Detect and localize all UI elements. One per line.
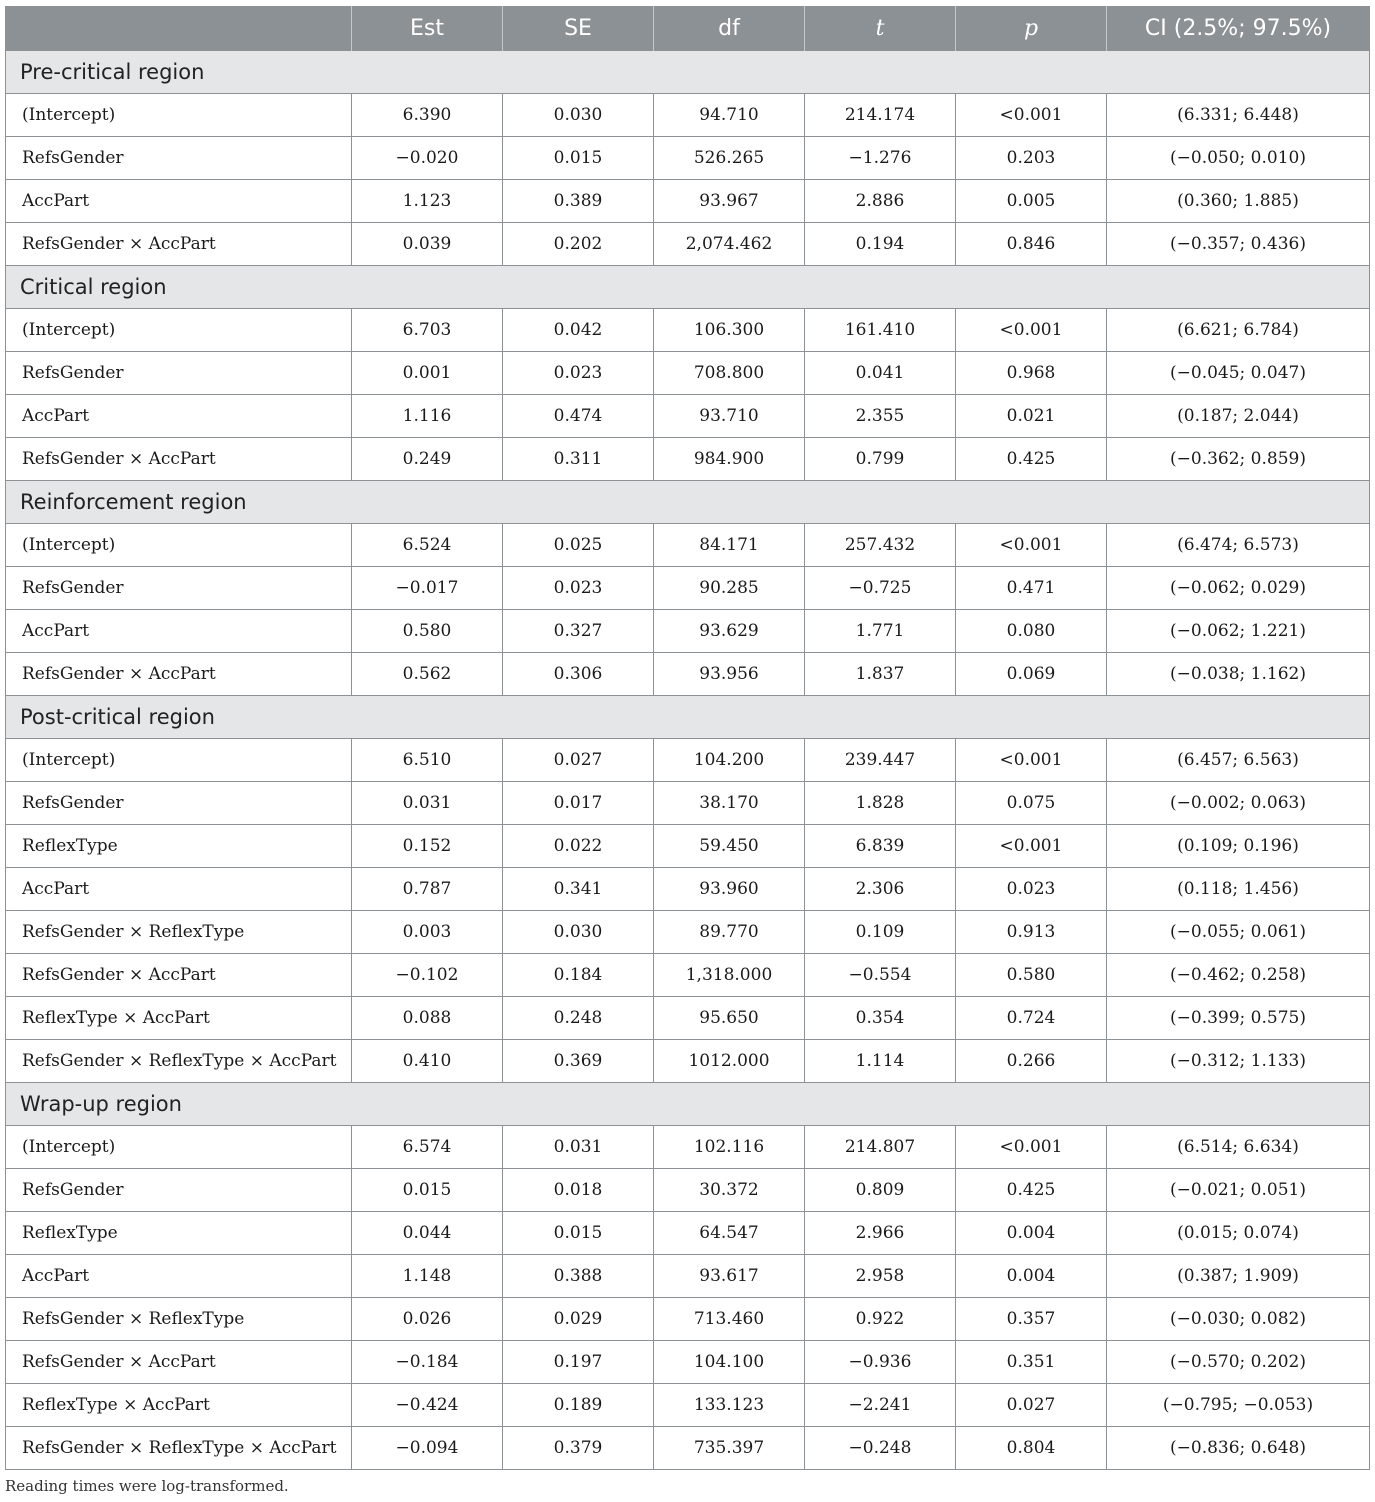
cell-term: AccPart: [6, 1255, 352, 1298]
header-df: df: [654, 6, 805, 51]
cell-se: 0.023: [503, 352, 654, 395]
cell-est: 0.044: [352, 1212, 503, 1255]
cell-term: ReflexType: [6, 1212, 352, 1255]
cell-est: 0.031: [352, 782, 503, 825]
cell-t: 0.041: [805, 352, 956, 395]
cell-df: 93.960: [654, 868, 805, 911]
cell-p: 0.804: [956, 1427, 1107, 1470]
table-row: [6, 352, 1370, 395]
cell-t: 1.828: [805, 782, 956, 825]
cell-p: 0.425: [956, 438, 1107, 481]
cell-p: 0.080: [956, 610, 1107, 653]
header-p: p: [956, 6, 1107, 51]
cell-term: AccPart: [6, 180, 352, 223]
cell-term: (Intercept): [6, 309, 352, 352]
table-row: [6, 825, 1370, 868]
cell-ci: (0.118; 1.456): [1107, 868, 1370, 911]
cell-est: 0.039: [352, 223, 503, 266]
cell-se: 0.369: [503, 1040, 654, 1083]
cell-term: RefsGender × AccPart: [6, 954, 352, 997]
cell-ci: (−0.795; −0.053): [1107, 1384, 1370, 1427]
cell-p: 0.075: [956, 782, 1107, 825]
cell-se: 0.029: [503, 1298, 654, 1341]
cell-term: ReflexType × AccPart: [6, 1384, 352, 1427]
table-row: [6, 1341, 1370, 1384]
table-footnote: Reading times were log-transformed.: [5, 1477, 289, 1495]
cell-df: 713.460: [654, 1298, 805, 1341]
cell-est: −0.102: [352, 954, 503, 997]
cell-ci: (0.109; 0.196): [1107, 825, 1370, 868]
cell-se: 0.327: [503, 610, 654, 653]
section-title: Reinforcement region: [6, 481, 1370, 524]
section-title: Post-critical region: [6, 696, 1370, 739]
cell-df: 106.300: [654, 309, 805, 352]
cell-df: 95.650: [654, 997, 805, 1040]
cell-ci: (0.360; 1.885): [1107, 180, 1370, 223]
table-row: [6, 1126, 1370, 1169]
cell-t: −0.248: [805, 1427, 956, 1470]
cell-est: 6.390: [352, 94, 503, 137]
cell-df: 64.547: [654, 1212, 805, 1255]
cell-term: RefsGender: [6, 1169, 352, 1212]
cell-est: 0.410: [352, 1040, 503, 1083]
cell-p: 0.968: [956, 352, 1107, 395]
cell-term: RefsGender × ReflexType × AccPart: [6, 1040, 352, 1083]
cell-ci: (−0.462; 0.258): [1107, 954, 1370, 997]
cell-ci: (−0.030; 0.082): [1107, 1298, 1370, 1341]
cell-se: 0.030: [503, 911, 654, 954]
cell-est: 0.152: [352, 825, 503, 868]
cell-ci: (0.387; 1.909): [1107, 1255, 1370, 1298]
cell-ci: (0.187; 2.044): [1107, 395, 1370, 438]
cell-ci: (−0.055; 0.061): [1107, 911, 1370, 954]
results-table: [5, 6, 1370, 1470]
cell-df: 30.372: [654, 1169, 805, 1212]
table-row: [6, 438, 1370, 481]
cell-p: 0.580: [956, 954, 1107, 997]
cell-se: 0.018: [503, 1169, 654, 1212]
cell-df: 104.100: [654, 1341, 805, 1384]
cell-p: 0.069: [956, 653, 1107, 696]
cell-ci: (6.331; 6.448): [1107, 94, 1370, 137]
cell-ci: (−0.399; 0.575): [1107, 997, 1370, 1040]
cell-ci: (−0.357; 0.436): [1107, 223, 1370, 266]
cell-term: AccPart: [6, 395, 352, 438]
cell-t: 0.799: [805, 438, 956, 481]
cell-p: <0.001: [956, 825, 1107, 868]
cell-t: 0.354: [805, 997, 956, 1040]
table-row: [6, 739, 1370, 782]
cell-p: <0.001: [956, 309, 1107, 352]
cell-term: RefsGender: [6, 782, 352, 825]
cell-se: 0.341: [503, 868, 654, 911]
cell-t: 1.837: [805, 653, 956, 696]
cell-df: 84.171: [654, 524, 805, 567]
cell-se: 0.031: [503, 1126, 654, 1169]
cell-term: RefsGender: [6, 137, 352, 180]
cell-term: RefsGender × ReflexType: [6, 911, 352, 954]
cell-t: 2.958: [805, 1255, 956, 1298]
cell-est: 0.003: [352, 911, 503, 954]
cell-p: 0.266: [956, 1040, 1107, 1083]
header-row: [6, 6, 1370, 51]
cell-p: <0.001: [956, 94, 1107, 137]
table-row: [6, 1427, 1370, 1470]
cell-est: 0.026: [352, 1298, 503, 1341]
table-row: [6, 1212, 1370, 1255]
cell-ci: (6.457; 6.563): [1107, 739, 1370, 782]
cell-est: 6.703: [352, 309, 503, 352]
cell-ci: (−0.038; 1.162): [1107, 653, 1370, 696]
cell-p: <0.001: [956, 739, 1107, 782]
cell-p: 0.021: [956, 395, 1107, 438]
cell-se: 0.202: [503, 223, 654, 266]
table-row: [6, 997, 1370, 1040]
cell-est: −0.184: [352, 1341, 503, 1384]
cell-term: (Intercept): [6, 524, 352, 567]
cell-df: 89.770: [654, 911, 805, 954]
cell-t: 214.174: [805, 94, 956, 137]
cell-t: 1.114: [805, 1040, 956, 1083]
cell-df: 708.800: [654, 352, 805, 395]
cell-est: −0.020: [352, 137, 503, 180]
cell-se: 0.197: [503, 1341, 654, 1384]
cell-p: 0.724: [956, 997, 1107, 1040]
cell-ci: (−0.002; 0.063): [1107, 782, 1370, 825]
cell-df: 93.617: [654, 1255, 805, 1298]
cell-p: <0.001: [956, 524, 1107, 567]
cell-p: 0.425: [956, 1169, 1107, 1212]
cell-t: 0.194: [805, 223, 956, 266]
cell-ci: (6.474; 6.573): [1107, 524, 1370, 567]
cell-df: 93.956: [654, 653, 805, 696]
cell-df: 93.710: [654, 395, 805, 438]
cell-p: 0.004: [956, 1212, 1107, 1255]
cell-df: 526.265: [654, 137, 805, 180]
cell-t: 2.306: [805, 868, 956, 911]
section-row: [6, 696, 1370, 739]
cell-df: 102.116: [654, 1126, 805, 1169]
cell-t: 0.109: [805, 911, 956, 954]
cell-p: 0.351: [956, 1341, 1107, 1384]
table-row: [6, 309, 1370, 352]
cell-term: (Intercept): [6, 1126, 352, 1169]
cell-t: 0.922: [805, 1298, 956, 1341]
table-row: [6, 911, 1370, 954]
cell-ci: (−0.570; 0.202): [1107, 1341, 1370, 1384]
table-row: [6, 137, 1370, 180]
table-body: [6, 51, 1370, 1470]
header-est: Est: [352, 6, 503, 51]
cell-term: ReflexType × AccPart: [6, 997, 352, 1040]
table-row: [6, 1384, 1370, 1427]
cell-est: 0.249: [352, 438, 503, 481]
cell-df: 38.170: [654, 782, 805, 825]
table-row: [6, 782, 1370, 825]
cell-se: 0.030: [503, 94, 654, 137]
cell-ci: (6.514; 6.634): [1107, 1126, 1370, 1169]
cell-p: <0.001: [956, 1126, 1107, 1169]
cell-t: 2.886: [805, 180, 956, 223]
cell-df: 2,074.462: [654, 223, 805, 266]
cell-ci: (−0.062; 0.029): [1107, 567, 1370, 610]
cell-est: −0.424: [352, 1384, 503, 1427]
section-row: [6, 51, 1370, 94]
cell-est: 0.787: [352, 868, 503, 911]
cell-t: 2.355: [805, 395, 956, 438]
cell-ci: (0.015; 0.074): [1107, 1212, 1370, 1255]
cell-df: 984.900: [654, 438, 805, 481]
cell-se: 0.015: [503, 137, 654, 180]
table-row: [6, 395, 1370, 438]
cell-est: 6.524: [352, 524, 503, 567]
cell-df: 133.123: [654, 1384, 805, 1427]
cell-se: 0.017: [503, 782, 654, 825]
cell-se: 0.022: [503, 825, 654, 868]
table-row: [6, 1255, 1370, 1298]
cell-se: 0.025: [503, 524, 654, 567]
cell-est: 0.015: [352, 1169, 503, 1212]
table-row: [6, 223, 1370, 266]
cell-est: 6.510: [352, 739, 503, 782]
cell-est: 1.123: [352, 180, 503, 223]
cell-t: 1.771: [805, 610, 956, 653]
cell-est: −0.017: [352, 567, 503, 610]
cell-term: ReflexType: [6, 825, 352, 868]
table-row: [6, 610, 1370, 653]
cell-se: 0.023: [503, 567, 654, 610]
cell-term: AccPart: [6, 868, 352, 911]
cell-t: −0.936: [805, 1341, 956, 1384]
cell-se: 0.474: [503, 395, 654, 438]
table-row: [6, 567, 1370, 610]
cell-se: 0.388: [503, 1255, 654, 1298]
cell-term: RefsGender × AccPart: [6, 223, 352, 266]
cell-se: 0.189: [503, 1384, 654, 1427]
cell-est: −0.094: [352, 1427, 503, 1470]
cell-term: RefsGender: [6, 567, 352, 610]
cell-df: 59.450: [654, 825, 805, 868]
table-row: [6, 94, 1370, 137]
cell-p: 0.846: [956, 223, 1107, 266]
cell-t: −1.276: [805, 137, 956, 180]
cell-t: 6.839: [805, 825, 956, 868]
cell-se: 0.184: [503, 954, 654, 997]
cell-t: 214.807: [805, 1126, 956, 1169]
cell-t: −2.241: [805, 1384, 956, 1427]
cell-t: −0.725: [805, 567, 956, 610]
cell-df: 1012.000: [654, 1040, 805, 1083]
cell-se: 0.042: [503, 309, 654, 352]
cell-t: 257.432: [805, 524, 956, 567]
header-term: [6, 6, 352, 51]
header-t: t: [805, 6, 956, 51]
cell-se: 0.389: [503, 180, 654, 223]
cell-est: 6.574: [352, 1126, 503, 1169]
table-row: [6, 954, 1370, 997]
cell-term: RefsGender × AccPart: [6, 653, 352, 696]
cell-df: 90.285: [654, 567, 805, 610]
cell-p: 0.004: [956, 1255, 1107, 1298]
cell-term: RefsGender × ReflexType: [6, 1298, 352, 1341]
cell-p: 0.913: [956, 911, 1107, 954]
cell-ci: (−0.045; 0.047): [1107, 352, 1370, 395]
cell-ci: (−0.062; 1.221): [1107, 610, 1370, 653]
cell-t: 0.809: [805, 1169, 956, 1212]
cell-p: 0.027: [956, 1384, 1107, 1427]
table-row: [6, 868, 1370, 911]
cell-p: 0.005: [956, 180, 1107, 223]
cell-se: 0.306: [503, 653, 654, 696]
cell-term: (Intercept): [6, 739, 352, 782]
cell-ci: (−0.050; 0.010): [1107, 137, 1370, 180]
cell-p: 0.203: [956, 137, 1107, 180]
cell-ci: (−0.362; 0.859): [1107, 438, 1370, 481]
cell-se: 0.311: [503, 438, 654, 481]
cell-p: 0.471: [956, 567, 1107, 610]
cell-t: 161.410: [805, 309, 956, 352]
cell-ci: (−0.836; 0.648): [1107, 1427, 1370, 1470]
header-ci: CI (2.5%; 97.5%): [1107, 6, 1370, 51]
table-row: [6, 1169, 1370, 1212]
cell-t: 2.966: [805, 1212, 956, 1255]
header-se: SE: [503, 6, 654, 51]
section-title: Pre-critical region: [6, 51, 1370, 94]
cell-t: −0.554: [805, 954, 956, 997]
cell-term: RefsGender × AccPart: [6, 438, 352, 481]
section-title: Critical region: [6, 266, 1370, 309]
cell-df: 1,318.000: [654, 954, 805, 997]
cell-df: 94.710: [654, 94, 805, 137]
cell-est: 1.148: [352, 1255, 503, 1298]
cell-df: 104.200: [654, 739, 805, 782]
table-header: [6, 6, 1370, 51]
table-row: [6, 524, 1370, 567]
cell-term: AccPart: [6, 610, 352, 653]
table-row: [6, 1298, 1370, 1341]
section-row: [6, 1083, 1370, 1126]
cell-term: RefsGender × ReflexType × AccPart: [6, 1427, 352, 1470]
cell-est: 0.580: [352, 610, 503, 653]
section-row: [6, 481, 1370, 524]
cell-est: 0.088: [352, 997, 503, 1040]
cell-t: 239.447: [805, 739, 956, 782]
cell-p: 0.023: [956, 868, 1107, 911]
cell-se: 0.015: [503, 1212, 654, 1255]
cell-se: 0.379: [503, 1427, 654, 1470]
cell-term: (Intercept): [6, 94, 352, 137]
table-row: [6, 1040, 1370, 1083]
table-row: [6, 180, 1370, 223]
cell-p: 0.357: [956, 1298, 1107, 1341]
cell-se: 0.248: [503, 997, 654, 1040]
cell-df: 735.397: [654, 1427, 805, 1470]
cell-est: 0.001: [352, 352, 503, 395]
cell-ci: (6.621; 6.784): [1107, 309, 1370, 352]
cell-df: 93.967: [654, 180, 805, 223]
cell-ci: (−0.312; 1.133): [1107, 1040, 1370, 1083]
cell-df: 93.629: [654, 610, 805, 653]
section-row: [6, 266, 1370, 309]
cell-term: RefsGender × AccPart: [6, 1341, 352, 1384]
table-row: [6, 653, 1370, 696]
cell-se: 0.027: [503, 739, 654, 782]
results-table-container: [5, 6, 1369, 1470]
section-title: Wrap-up region: [6, 1083, 1370, 1126]
cell-term: RefsGender: [6, 352, 352, 395]
cell-est: 1.116: [352, 395, 503, 438]
cell-est: 0.562: [352, 653, 503, 696]
cell-ci: (−0.021; 0.051): [1107, 1169, 1370, 1212]
